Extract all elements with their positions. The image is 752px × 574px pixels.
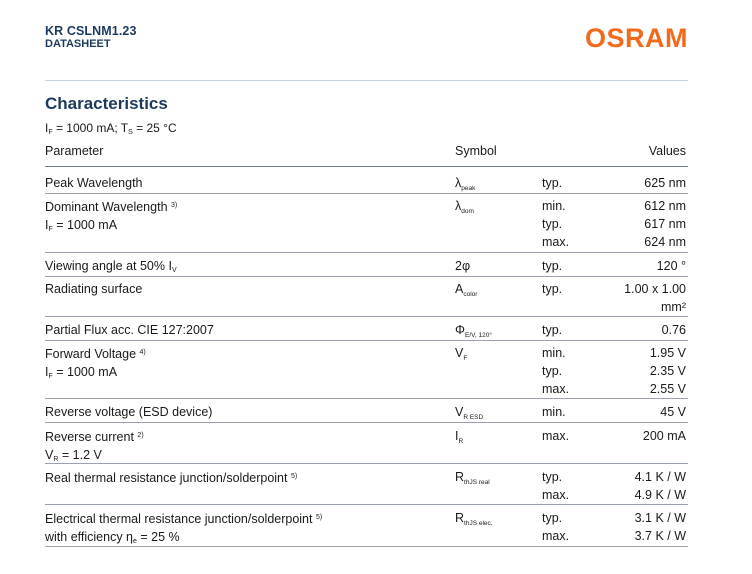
value: 2.55 V [649, 382, 686, 396]
value-cell [644, 197, 686, 251]
parameter-name [45, 174, 143, 192]
value-cell [660, 403, 686, 421]
row-divider [45, 422, 688, 423]
value: 4.1 K / W [634, 470, 686, 484]
symbol-subscript: R [458, 438, 464, 445]
parameter-cell [45, 344, 146, 386]
parameter-name [45, 403, 212, 421]
value: 625 nm [644, 176, 686, 190]
osram-logo: OSRAM [585, 23, 688, 53]
qualifier-cell [542, 321, 562, 339]
row-divider [45, 398, 688, 399]
value: 120 ° [656, 259, 686, 273]
parameter-condition [45, 216, 177, 239]
qualifier-cell [542, 257, 562, 275]
parameter-name [45, 197, 177, 216]
value: 0.76 [661, 323, 686, 337]
value: 1.00 x 1.00 [624, 282, 686, 296]
test-conditions: $I_F = 1000$ mA; $T_S = 25$ °C [45, 121, 177, 136]
symbol-subscript: thJS elec. [464, 520, 493, 527]
value: 624 nm [644, 235, 686, 249]
qualifier-cell [542, 344, 569, 398]
column-header-values: Values [648, 144, 686, 158]
symbol-subscript: peak [461, 185, 476, 192]
symbol-text: A [455, 282, 464, 296]
symbol-cell [455, 280, 477, 304]
header-divider [45, 80, 688, 81]
parameter-subscript: V [171, 267, 177, 274]
document-subtitle: DATASHEET [45, 38, 111, 50]
row-divider [45, 463, 688, 464]
symbol-text: λ [455, 176, 462, 190]
symbol-cell [455, 174, 475, 198]
condition-value: = 1.2 V [58, 448, 102, 462]
qualifier-cell [542, 403, 566, 421]
qualifier: max. [542, 382, 570, 396]
symbol-cell [455, 197, 474, 221]
parameter-cell [45, 174, 143, 192]
parameter-name [45, 280, 142, 298]
symbol-cell [455, 468, 490, 492]
qualifier: min. [542, 199, 566, 213]
symbol-text: R [455, 511, 465, 525]
value: 617 nm [644, 217, 686, 231]
value-cell [657, 257, 686, 275]
symbol-text: 2φ [455, 259, 471, 273]
qualifier: typ. [542, 282, 563, 296]
parameter-cell [45, 509, 322, 551]
parameter-condition [45, 528, 322, 551]
qualifier-cell [542, 174, 562, 192]
value-cell [624, 280, 686, 316]
parameter-text: Peak Wavelength [45, 176, 143, 190]
symbol-subscript: color [463, 291, 478, 298]
parameter-text: Forward Voltage [45, 347, 137, 361]
parameter-text: Viewing angle at 50% I [45, 259, 172, 273]
value: 612 nm [644, 199, 686, 213]
value: 2.35 V [649, 364, 686, 378]
column-header-parameter: Parameter [45, 144, 104, 158]
qualifier: max. [542, 488, 570, 502]
condition-value: = 1000 mA [52, 365, 118, 379]
qualifier-cell [542, 280, 562, 298]
parameter-cell [45, 197, 177, 239]
value: mm² [661, 300, 686, 314]
document-title: KR CSLNM1.23 [45, 24, 137, 38]
qualifier: typ. [542, 470, 563, 484]
row-divider [45, 316, 688, 317]
qualifier-cell [542, 197, 569, 251]
parameter-text: Reverse voltage (ESD device) [45, 405, 213, 419]
footnote-ref: 5) [315, 514, 323, 521]
qualifier: max. [542, 429, 570, 443]
value-cell [643, 427, 686, 445]
parameter-condition [45, 446, 144, 469]
parameter-cell [45, 403, 212, 421]
parameter-name [45, 427, 144, 446]
footnote-ref: 4) [139, 349, 146, 356]
qualifier-cell [542, 427, 569, 445]
symbol-subscript: thJS real [464, 479, 490, 486]
parameter-name [45, 468, 297, 487]
symbol-cell [455, 321, 492, 345]
footnote-ref: 5) [290, 473, 298, 480]
symbol-cell [455, 403, 483, 427]
value: 3.7 K / W [634, 529, 686, 543]
condition-subscript: e [133, 538, 137, 545]
symbol-text: V [455, 346, 464, 360]
qualifier: max. [542, 529, 570, 543]
symbol-cell [455, 427, 463, 451]
value: 3.1 K / W [634, 511, 686, 525]
qualifier-cell [542, 509, 569, 545]
qualifier: typ. [542, 323, 563, 337]
symbol-subscript: E/V, 120° [464, 332, 492, 339]
qualifier: typ. [542, 259, 563, 273]
symbol-subscript: dom [461, 208, 474, 215]
symbol-text: λ [455, 199, 462, 213]
table-header-divider [45, 166, 688, 167]
value: 45 V [660, 405, 686, 419]
footnote-ref: 3) [171, 202, 178, 209]
value-cell [650, 344, 686, 398]
symbol-subscript: R ESD [463, 414, 484, 421]
value-cell [635, 468, 686, 504]
parameter-text: Dominant Wavelength [45, 200, 168, 214]
condition-value: = 25 % [136, 530, 180, 544]
qualifier: typ. [542, 176, 563, 190]
parameter-text: Reverse current [45, 430, 134, 444]
symbol-text: R [455, 470, 465, 484]
document-header [45, 24, 137, 51]
parameter-cell [45, 321, 214, 339]
symbol-text: I [455, 429, 459, 443]
value: 4.9 K / W [634, 488, 686, 502]
qualifier: typ. [542, 511, 563, 525]
column-header-symbol: Symbol [455, 144, 497, 158]
value: 200 mA [642, 429, 686, 443]
parameter-name [45, 344, 146, 363]
condition-subscript: R [53, 456, 59, 463]
row-divider [45, 252, 688, 253]
value-cell [635, 509, 686, 545]
section-title: Characteristics [45, 94, 168, 113]
qualifier: min. [542, 405, 566, 419]
parameter-text: Real thermal resistance junction/solderpoint [45, 471, 288, 485]
parameter-text: Electrical thermal resistance junction/solderpoint [45, 512, 313, 526]
parameter-name [45, 321, 214, 339]
row-divider [45, 504, 688, 505]
qualifier: typ. [542, 364, 563, 378]
condition-text: with efficiency η [45, 530, 134, 544]
condition-text: I [45, 218, 49, 232]
symbol-cell [455, 257, 470, 275]
condition-text: V [45, 448, 54, 462]
parameter-cell [45, 468, 297, 487]
condition-subscript: F [48, 226, 53, 233]
row-divider [45, 276, 688, 277]
qualifier: max. [542, 235, 570, 249]
condition-value: = 1000 mA [52, 218, 118, 232]
qualifier: typ. [542, 217, 563, 231]
symbol-text: V [455, 405, 464, 419]
table-header [45, 144, 688, 164]
value: 1.95 V [649, 346, 686, 360]
parameter-cell [45, 280, 142, 298]
parameter-condition [45, 363, 146, 386]
parameter-text: Radiating surface [45, 282, 143, 296]
footnote-ref: 2) [137, 432, 144, 439]
row-divider [45, 340, 688, 341]
symbol-text: Φ [455, 323, 465, 337]
symbol-cell [455, 344, 467, 368]
qualifier-cell [542, 468, 569, 504]
parameter-text: Partial Flux acc. CIE 127:2007 [45, 323, 214, 337]
symbol-subscript: F [463, 355, 468, 362]
qualifier: min. [542, 346, 566, 360]
parameter-name [45, 509, 322, 528]
row-divider [45, 193, 688, 194]
value-cell [644, 174, 686, 192]
row-divider [45, 546, 688, 547]
symbol-cell [455, 509, 493, 533]
condition-text: I [45, 365, 49, 379]
condition-subscript: F [48, 373, 53, 380]
value-cell [662, 321, 686, 339]
